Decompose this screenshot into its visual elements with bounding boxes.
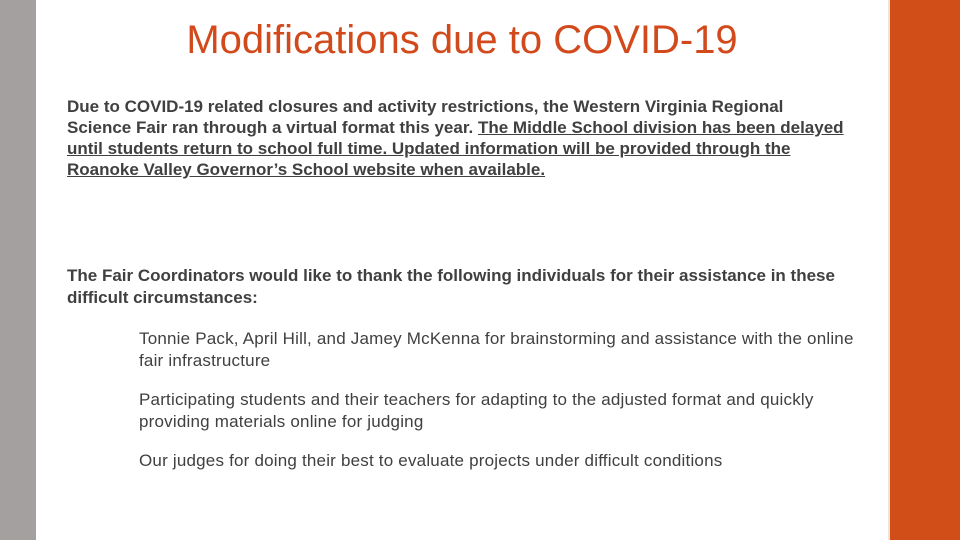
thanks-heading: The Fair Coordinators would like to thank the following individuals for their assistance in these difficult circumstances: — [67, 266, 835, 307]
acknowledgement-item: Our judges for doing their best to evaluate projects under difficult conditions — [139, 451, 723, 470]
acknowledgement-item: Tonnie Pack, April Hill, and Jamey McKenna for brainstorming and assistance with the online fair infrastructure — [139, 329, 854, 370]
slide-title: Modifications due to COVID-19 — [186, 18, 738, 62]
intro-paragraph — [67, 96, 847, 180]
right-accent-bar — [890, 0, 960, 540]
intro-underlined-text: The Middle School division has been delayed until students return to school full time. Updated information will be provided through the Roanoke Valley Governor’s School website when available. — [67, 118, 844, 179]
acknowledgement-item: Participating students and their teachers for adapting to the adjusted format and quickly providing materials online for judging — [139, 390, 814, 431]
intro-text: Due to COVID-19 related closures and activity restrictions, the Western Virginia Regional Science Fair ran through a virtual format this year. — [67, 97, 784, 137]
acknowledgement-list — [139, 328, 859, 489]
left-accent-bar — [0, 0, 36, 540]
